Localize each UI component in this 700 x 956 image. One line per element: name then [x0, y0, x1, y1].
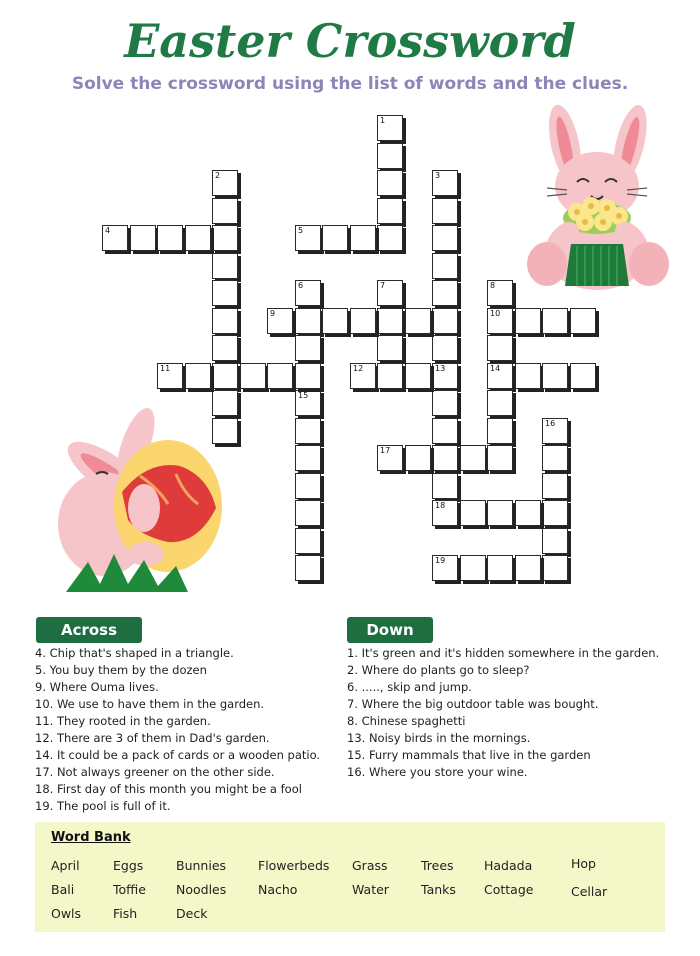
crossword-cell[interactable] [432, 473, 458, 499]
crossword-cell[interactable] [542, 445, 568, 471]
crossword-cell[interactable] [432, 253, 458, 279]
word-bank-item: Flowerbeds [258, 858, 330, 873]
crossword-cell[interactable] [432, 500, 458, 526]
crossword-cell[interactable] [377, 115, 403, 141]
crossword-cell[interactable] [377, 335, 403, 361]
clue-number: 8 [490, 281, 496, 290]
clue-down-1: 1. It's green and it's hidden somewhere in the garden. [347, 646, 660, 660]
clue-down-6: 6. ....., skip and jump. [347, 680, 472, 694]
clue-down-7: 7. Where the big outdoor table was bought. [347, 697, 599, 711]
clue-number: 19 [435, 556, 446, 565]
clue-number: 1 [380, 116, 386, 125]
word-bank-item: Hop [571, 856, 596, 871]
word-bank-item: Eggs [113, 858, 144, 873]
crossword-cell[interactable] [322, 308, 348, 334]
crossword-cell[interactable] [212, 390, 238, 416]
clue-number: 18 [435, 501, 446, 510]
clue-across-10: 10. We use to have them in the garden. [35, 697, 265, 711]
crossword-cell[interactable] [240, 363, 266, 389]
crossword-cell[interactable] [570, 363, 596, 389]
word-bank-item: Bali [51, 882, 75, 897]
crossword-cell[interactable] [295, 390, 321, 416]
crossword-cell[interactable] [460, 555, 486, 581]
crossword-cell[interactable] [432, 390, 458, 416]
clue-across-14: 14. It could be a pack of cards or a wooden patio. [35, 748, 321, 762]
crossword-cell[interactable] [460, 500, 486, 526]
crossword-cell[interactable] [377, 445, 403, 471]
clue-number: 2 [215, 171, 221, 180]
crossword-cell[interactable] [432, 445, 458, 471]
crossword-cell[interactable] [157, 225, 183, 251]
crossword-cell[interactable] [350, 225, 376, 251]
crossword-cell[interactable] [542, 308, 568, 334]
across-header: Across [36, 617, 142, 643]
clue-number: 14 [490, 364, 501, 373]
crossword-cell[interactable] [432, 308, 458, 334]
crossword-cell[interactable] [487, 418, 513, 444]
word-bank-item: Water [352, 882, 389, 897]
clue-number: 9 [270, 309, 276, 318]
crossword-cell[interactable] [212, 418, 238, 444]
crossword-cell[interactable] [432, 418, 458, 444]
word-bank-item: Toffie [113, 882, 146, 897]
crossword-cell[interactable] [377, 198, 403, 224]
word-bank-item: Nacho [258, 882, 298, 897]
crossword-cell[interactable] [295, 555, 321, 581]
clue-down-16: 16. Where you store your wine. [347, 765, 528, 779]
crossword-cell[interactable] [487, 445, 513, 471]
crossword-cell[interactable] [487, 363, 513, 389]
crossword-cell[interactable] [515, 555, 541, 581]
crossword-cell[interactable] [432, 280, 458, 306]
clue-number: 17 [380, 446, 391, 455]
crossword-cell[interactable] [432, 198, 458, 224]
clue-down-8: 8. Chinese spaghetti [347, 714, 466, 728]
page-title: Easter Crossword [124, 14, 576, 68]
crossword-cell[interactable] [295, 308, 321, 334]
crossword-cell[interactable] [295, 280, 321, 306]
crossword-cell[interactable] [212, 198, 238, 224]
crossword-cell[interactable] [405, 363, 431, 389]
crossword-cell[interactable] [570, 308, 596, 334]
crossword-cell[interactable] [460, 445, 486, 471]
crossword-cell[interactable] [185, 363, 211, 389]
crossword-cell[interactable] [295, 225, 321, 251]
clue-across-11: 11. They rooted in the garden. [35, 714, 211, 728]
word-bank-item: Trees [421, 858, 454, 873]
crossword-cell[interactable] [295, 418, 321, 444]
clue-number: 13 [435, 364, 446, 373]
crossword-cell[interactable] [432, 225, 458, 251]
crossword-cell[interactable] [102, 225, 128, 251]
clue-number: 7 [380, 281, 386, 290]
crossword-cell[interactable] [350, 363, 376, 389]
crossword-cell[interactable] [487, 335, 513, 361]
crossword-cell[interactable] [432, 335, 458, 361]
clue-across-19: 19. The pool is full of it. [35, 799, 171, 813]
clue-across-4: 4. Chip that's shaped in a triangle. [35, 646, 234, 660]
crossword-cell[interactable] [130, 225, 156, 251]
crossword-cell[interactable] [212, 170, 238, 196]
clue-number: 3 [435, 171, 441, 180]
word-bank-item: Grass [352, 858, 388, 873]
clue-number: 15 [298, 391, 309, 400]
crossword-cell[interactable] [487, 390, 513, 416]
crossword-cell[interactable] [405, 445, 431, 471]
word-bank-item: Owls [51, 906, 82, 921]
clue-number: 12 [353, 364, 364, 373]
crossword-cell[interactable] [322, 225, 348, 251]
word-bank-item: Bunnies [176, 858, 227, 873]
crossword-cell[interactable] [487, 308, 513, 334]
crossword-cell[interactable] [295, 445, 321, 471]
crossword-cell[interactable] [212, 225, 238, 251]
crossword-cell[interactable] [432, 555, 458, 581]
crossword-cell[interactable] [377, 308, 403, 334]
crossword-cell[interactable] [377, 280, 403, 306]
crossword-cell[interactable] [515, 363, 541, 389]
crossword-cell[interactable] [377, 170, 403, 196]
crossword-cell[interactable] [212, 363, 238, 389]
clue-down-15: 15. Furry mammals that live in the garden [347, 748, 591, 762]
word-bank [35, 822, 665, 932]
across-clue-list [35, 645, 320, 815]
word-bank-item: Cellar [571, 884, 608, 899]
down-clue-list [347, 645, 659, 781]
crossword-cell[interactable] [542, 473, 568, 499]
clue-down-2: 2. Where do plants go to sleep? [347, 663, 530, 677]
crossword-cell[interactable] [542, 500, 568, 526]
page-subtitle: Solve the crossword using the list of words and the clues. [71, 74, 629, 94]
clue-down-13: 13. Noisy birds in the mornings. [347, 731, 531, 745]
word-bank-item: Noodles [176, 882, 227, 897]
crossword-cell[interactable] [377, 225, 403, 251]
clue-across-5: 5. You buy them by the dozen [35, 663, 207, 677]
clue-number: 11 [160, 364, 171, 373]
crossword-cell[interactable] [542, 555, 568, 581]
crossword-cell[interactable] [432, 363, 458, 389]
crossword-cell[interactable] [515, 308, 541, 334]
crossword-cell[interactable] [487, 555, 513, 581]
crossword-cell[interactable] [542, 418, 568, 444]
clue-across-17: 17. Not always greener on the other side. [35, 765, 275, 779]
crossword-cell[interactable] [487, 280, 513, 306]
crossword-cell[interactable] [267, 363, 293, 389]
crossword-cell[interactable] [267, 308, 293, 334]
word-bank-item: April [51, 858, 80, 873]
clue-number: 6 [298, 281, 304, 290]
crossword-cell[interactable] [212, 280, 238, 306]
clue-number: 16 [545, 419, 556, 428]
crossword-cell[interactable] [542, 363, 568, 389]
word-bank-item: Deck [176, 906, 208, 921]
crossword-cell[interactable] [185, 225, 211, 251]
crossword-cell[interactable] [295, 528, 321, 554]
crossword-cell[interactable] [377, 143, 403, 169]
crossword-cell[interactable] [295, 473, 321, 499]
word-bank-item: Tanks [421, 882, 456, 897]
crossword-cell[interactable] [295, 363, 321, 389]
clue-number: 10 [490, 309, 501, 318]
word-bank-item: Hadada [484, 858, 533, 873]
crossword-cell[interactable] [405, 308, 431, 334]
word-bank-title: Word Bank [51, 830, 131, 845]
crossword-cell[interactable] [212, 308, 238, 334]
crossword-cell[interactable] [295, 500, 321, 526]
crossword-cell[interactable] [542, 528, 568, 554]
clue-across-9: 9. Where Ouma lives. [35, 680, 159, 694]
crossword-cell[interactable] [515, 500, 541, 526]
crossword-cell[interactable] [212, 253, 238, 279]
crossword-cell[interactable] [157, 363, 183, 389]
word-bank-item: Fish [113, 906, 138, 921]
clue-across-12: 12. There are 3 of them in Dad's garden. [35, 731, 270, 745]
down-header: Down [347, 617, 433, 643]
crossword-cell[interactable] [212, 335, 238, 361]
clue-across-18: 18. First day of this month you might be a fool [35, 782, 302, 796]
crossword-cell[interactable] [487, 500, 513, 526]
word-bank-item: Cottage [484, 882, 534, 897]
crossword-cell[interactable] [377, 363, 403, 389]
crossword-cell[interactable] [432, 170, 458, 196]
clue-number: 4 [105, 226, 111, 235]
crossword-cell[interactable] [350, 308, 376, 334]
clue-number: 5 [298, 226, 304, 235]
crossword-cell[interactable] [295, 335, 321, 361]
